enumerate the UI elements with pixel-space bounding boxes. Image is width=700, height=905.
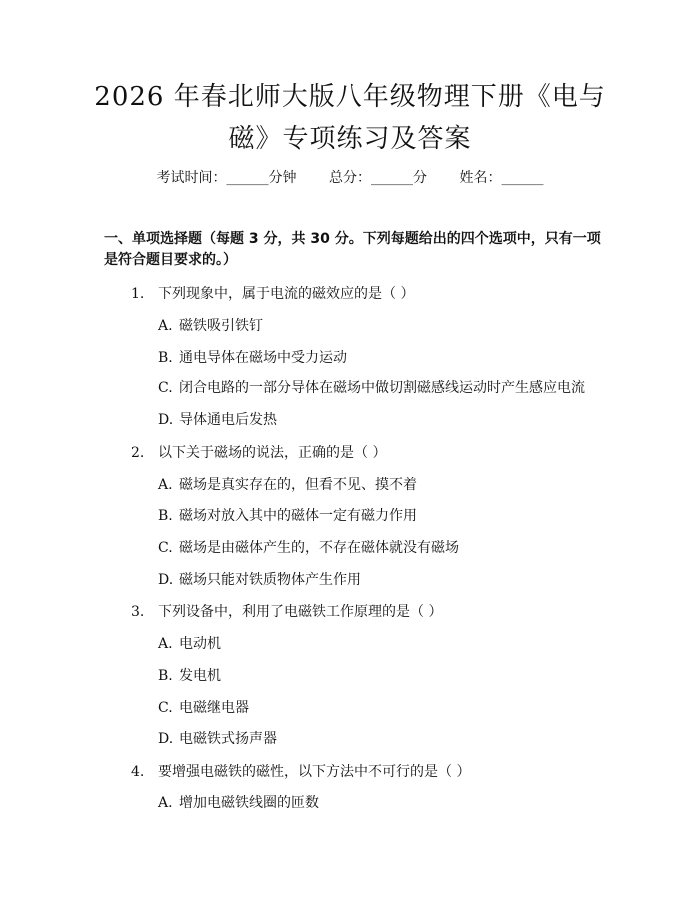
exam-time-field: 考试时间：______分钟 [156,170,297,186]
question-1-option-a [158,315,263,335]
option-text: 电磁铁式扬声器 [179,731,277,747]
question-4-option-a [158,792,319,812]
option-letter: A. [158,636,173,652]
question-text: 以下关于磁场的说法，正确的是（ ） [158,445,387,461]
question-2-option-b [158,505,417,525]
section-heading: 一、单项选择题（每题 3 分，共 30 分。下列每题给出的四个选项中，只有一项是符合题目要求的。） [104,231,601,268]
question-2-option-d [158,569,361,589]
question-1-option-c [158,377,585,397]
option-text: 磁场只能对铁质物体产生作用 [179,572,361,588]
question-text: 下列设备中，利用了电磁铁工作原理的是（ ） [158,604,443,620]
option-text: 电磁继电器 [179,700,249,716]
option-letter: B. [158,668,173,684]
question-number: 3. [131,604,145,620]
title-line-1: 2026 年春北师大版八年级物理下册《电与 [94,82,606,112]
question-2-option-a [158,474,417,494]
option-text: 磁场是真实存在的，但看不见、摸不着 [179,477,417,493]
document-title [90,76,610,160]
question-1-option-d [158,409,277,429]
option-text: 磁铁吸引铁钉 [179,318,263,334]
question-2 [131,442,386,462]
option-letter: D. [158,731,174,747]
question-3-option-b [158,665,221,685]
option-letter: D. [158,412,174,428]
option-letter: C. [158,380,173,396]
question-text: 要增强电磁铁的磁性，以下方法中不可行的是（ ） [158,764,471,780]
option-text: 通电导体在磁场中受力运动 [179,350,347,366]
option-text: 增加电磁铁线圈的匝数 [179,795,319,811]
question-number: 2. [131,445,145,461]
student-name-field: 姓名：______ [459,170,544,186]
question-text: 下列现象中，属于电流的磁效应的是（ ） [158,286,415,302]
question-1 [131,283,414,303]
option-text: 导体通电后发热 [179,412,277,428]
question-1-option-b [158,347,347,367]
option-text: 磁场对放入其中的磁体一定有磁力作用 [179,508,417,524]
question-number: 4. [131,764,145,780]
exam-score-field: 总分：______分 [329,170,427,186]
question-3-option-d [158,728,277,748]
option-text: 闭合电路的一部分导体在磁场中做切割磁感线运动时产生感应电流 [179,380,585,396]
option-letter: D. [158,572,174,588]
title-line-2: 磁》专项练习及答案 [228,124,472,154]
option-letter: C. [158,700,173,716]
question-3 [131,601,442,621]
option-letter: A. [158,318,173,334]
question-3-option-a [158,633,221,653]
question-number: 1. [131,286,145,302]
question-3-option-c [158,697,249,717]
option-letter: A. [158,795,173,811]
option-letter: B. [158,508,173,524]
option-letter: A. [158,477,173,493]
option-letter: C. [158,540,173,556]
question-2-option-c [158,537,459,557]
option-text: 电动机 [179,636,221,652]
option-letter: B. [158,350,173,366]
option-text: 发电机 [179,668,221,684]
exam-info-row [0,167,700,187]
question-4 [131,761,470,781]
option-text: 磁场是由磁体产生的，不存在磁体就没有磁场 [179,540,459,556]
